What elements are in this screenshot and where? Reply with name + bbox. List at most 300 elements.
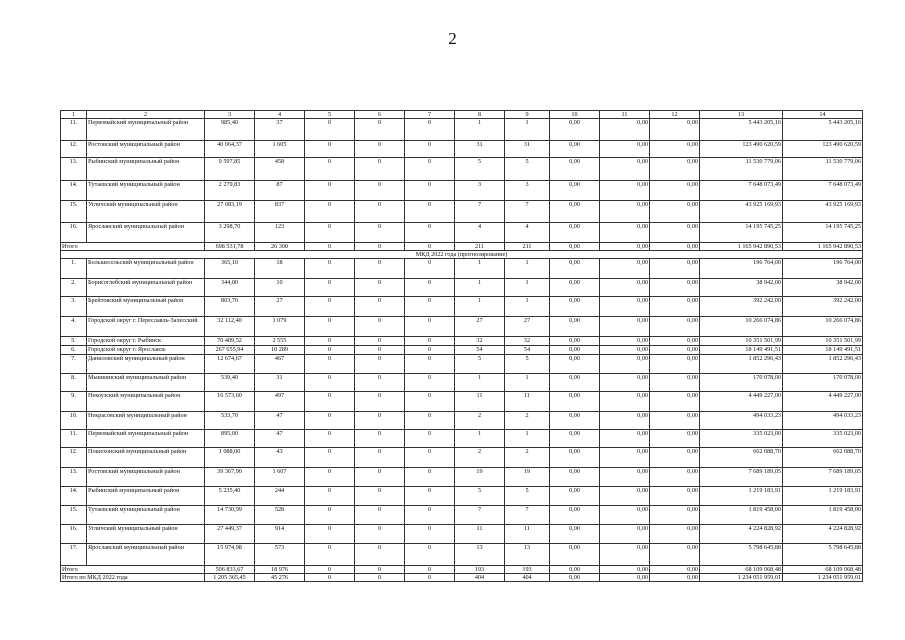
col4-value: 47 [255,412,305,430]
row-number: 5. [61,337,87,346]
col4-value: 18 [255,259,305,279]
col13-value: 5 443 205,16 [700,119,783,141]
row-number: 10. [61,412,87,430]
col3-value: 32 112,40 [205,317,255,337]
col10-value: 0,00 [550,297,600,317]
col9-value: 2 [505,448,550,468]
col8-value: 2 [455,448,505,468]
col10-value: 0,00 [550,430,600,448]
col10-value: 0,00 [550,346,600,355]
col11-value: 0,00 [600,412,650,430]
col4-value: 1 079 [255,317,305,337]
col3-value: 365,10 [205,259,255,279]
total-row [61,243,863,251]
col3-value: 15 974,98 [205,544,255,566]
col7-value: 0 [405,525,455,544]
header-cell: 6 [355,111,405,119]
col10-value: 0,00 [550,201,600,223]
col14-value: 170 078,00 [783,374,863,392]
col9-total: 211 [505,243,550,251]
col3-total: 1 205 365,45 [205,574,255,582]
col12-value: 0,00 [650,487,700,506]
district-name: Тутаевский муниципальный район [87,506,205,525]
col5-total: 0 [305,566,355,574]
col9-value: 2 [505,412,550,430]
col13-value: 1 819 458,00 [700,506,783,525]
district-name: Ярославский муниципальный район [87,223,205,243]
col6-value: 0 [355,468,405,487]
grand-total-row [61,574,863,582]
col13-value: 5 798 645,88 [700,544,783,566]
table-row [61,181,863,201]
col14-total: 1 165 942 890,53 [783,243,863,251]
col9-value: 1 [505,259,550,279]
table-row [61,346,863,355]
table-row [61,223,863,243]
header-cell: 5 [305,111,355,119]
col3-value: 344,00 [205,279,255,297]
col5-value: 0 [305,544,355,566]
row-number: 17. [61,544,87,566]
col7-value: 0 [405,412,455,430]
col7-value: 0 [405,430,455,448]
col8-value: 32 [455,337,505,346]
col3-value: 12 674,67 [205,355,255,374]
total-label: Итого [61,566,205,574]
col5-value: 0 [305,506,355,525]
col6-value: 0 [355,141,405,158]
col9-value: 1 [505,119,550,141]
col11-value: 0,00 [600,346,650,355]
col12-value: 0,00 [650,448,700,468]
col7-value: 0 [405,119,455,141]
col9-value: 5 [505,487,550,506]
col3-value: 895,00 [205,430,255,448]
col7-value: 0 [405,487,455,506]
district-name: Борисоглебский муниципальный район [87,279,205,297]
col3-value: 27 083,19 [205,201,255,223]
col9-value: 32 [505,337,550,346]
col14-value: 4 224 828,92 [783,525,863,544]
col5-value: 0 [305,346,355,355]
col8-value: 1 [455,119,505,141]
col6-total: 0 [355,243,405,251]
col4-value: 1 605 [255,141,305,158]
district-name: Угличский муниципальный район [87,201,205,223]
col5-value: 0 [305,201,355,223]
district-name: Некрасовский муниципальный район [87,412,205,430]
col4-value: 458 [255,158,305,181]
row-number: 8. [61,374,87,392]
col10-value: 0,00 [550,448,600,468]
col11-value: 0,00 [600,181,650,201]
col3-total: 506 833,67 [205,566,255,574]
col6-value: 0 [355,392,405,412]
col14-value: 335 023,00 [783,430,863,448]
col6-total: 0 [355,566,405,574]
col3-value: 39 367,90 [205,468,255,487]
col11-value: 0,00 [600,487,650,506]
col10-value: 0,00 [550,259,600,279]
col5-value: 0 [305,279,355,297]
col13-value: 1 219 183,91 [700,487,783,506]
col11-value: 0,00 [600,119,650,141]
district-name: Мышкинский муниципальный район [87,374,205,392]
col5-value: 0 [305,392,355,412]
col12-value: 0,00 [650,525,700,544]
col6-value: 0 [355,412,405,430]
col9-value: 7 [505,201,550,223]
col7-value: 0 [405,297,455,317]
col11-total: 0,00 [600,574,650,582]
col4-value: 837 [255,201,305,223]
col8-value: 1 [455,374,505,392]
col9-value: 4 [505,223,550,243]
col9-value: 27 [505,317,550,337]
col5-value: 0 [305,141,355,158]
col7-total: 0 [405,566,455,574]
col7-value: 0 [405,346,455,355]
col8-value: 3 [455,181,505,201]
col9-value: 7 [505,506,550,525]
col11-value: 0,00 [600,337,650,346]
col3-value: 40 064,37 [205,141,255,158]
col6-value: 0 [355,355,405,374]
col11-value: 0,00 [600,544,650,566]
col10-value: 0,00 [550,317,600,337]
col12-value: 0,00 [650,259,700,279]
col9-value: 1 [505,430,550,448]
col13-total: 1 165 942 890,53 [700,243,783,251]
col4-value: 87 [255,181,305,201]
col11-value: 0,00 [600,374,650,392]
col9-value: 1 [505,279,550,297]
data-table [60,110,863,582]
row-number: 15. [61,506,87,525]
col13-value: 4 224 828,92 [700,525,783,544]
col4-value: 47 [255,430,305,448]
col6-value: 0 [355,544,405,566]
col11-value: 0,00 [600,279,650,297]
col12-value: 0,00 [650,158,700,181]
col8-value: 5 [455,487,505,506]
col3-value: 5 235,40 [205,487,255,506]
col4-value: 528 [255,506,305,525]
col4-total: 18 976 [255,566,305,574]
col10-value: 0,00 [550,506,600,525]
col10-value: 0,00 [550,374,600,392]
col7-value: 0 [405,374,455,392]
col9-value: 5 [505,158,550,181]
col13-value: 10 351 501,99 [700,337,783,346]
col8-value: 19 [455,468,505,487]
col8-value: 11 [455,392,505,412]
col14-total: 1 234 051 959,01 [783,574,863,582]
table-row [61,355,863,374]
header-cell: 12 [650,111,700,119]
district-name: Первомайский муниципальный район [87,119,205,141]
col6-value: 0 [355,506,405,525]
district-name: Большесельский муниципальный район [87,259,205,279]
row-number: 2. [61,279,87,297]
col13-total: 1 234 051 959,01 [700,574,783,582]
col11-value: 0,00 [600,392,650,412]
header-cell: 1 [61,111,87,119]
col9-value: 19 [505,468,550,487]
table-row [61,468,863,487]
col7-value: 0 [405,468,455,487]
col3-value: 14 730,99 [205,506,255,525]
col6-value: 0 [355,317,405,337]
col4-total: 26 300 [255,243,305,251]
col14-total: 68 109 068,48 [783,566,863,574]
col12-value: 0,00 [650,181,700,201]
header-cell: 8 [455,111,505,119]
col13-value: 10 266 074,86 [700,317,783,337]
col14-value: 662 088,70 [783,448,863,468]
col7-value: 0 [405,448,455,468]
header-cell: 10 [550,111,600,119]
col10-value: 0,00 [550,544,600,566]
col11-value: 0,00 [600,141,650,158]
col11-value: 0,00 [600,355,650,374]
header-cell: 11 [600,111,650,119]
col14-value: 4 449 227,00 [783,392,863,412]
col12-total: 0,00 [650,566,700,574]
col10-value: 0,00 [550,337,600,346]
col8-value: 2 [455,412,505,430]
col7-value: 0 [405,317,455,337]
table-row [61,487,863,506]
total-row [61,566,863,574]
row-number: 15. [61,201,87,223]
district-name: Ростовский муниципальный район [87,141,205,158]
col14-value: 1 219 183,91 [783,487,863,506]
col12-value: 0,00 [650,297,700,317]
table-row [61,317,863,337]
col14-value: 10 266 074,86 [783,317,863,337]
col5-value: 0 [305,374,355,392]
col13-value: 662 088,70 [700,448,783,468]
col5-value: 0 [305,355,355,374]
table-row [61,158,863,181]
col11-value: 0,00 [600,259,650,279]
col10-value: 0,00 [550,223,600,243]
table-row [61,430,863,448]
col7-value: 0 [405,279,455,297]
col3-value: 985,40 [205,119,255,141]
col6-value: 0 [355,158,405,181]
col12-value: 0,00 [650,355,700,374]
row-number: 7. [61,355,87,374]
col9-value: 5 [505,355,550,374]
col11-total: 0,00 [600,243,650,251]
col4-value: 573 [255,544,305,566]
col8-value: 27 [455,317,505,337]
table-row [61,392,863,412]
col5-value: 0 [305,430,355,448]
col12-value: 0,00 [650,430,700,448]
col6-value: 0 [355,337,405,346]
col4-value: 2 555 [255,337,305,346]
col7-value: 0 [405,337,455,346]
col3-value: 2 279,83 [205,181,255,201]
col13-value: 392 242,00 [700,297,783,317]
header-cell: 13 [700,111,783,119]
col14-value: 43 925 169,93 [783,201,863,223]
table-row [61,544,863,566]
col12-total: 0,00 [650,574,700,582]
col8-value: 1 [455,430,505,448]
col6-value: 0 [355,525,405,544]
col5-value: 0 [305,412,355,430]
col9-value: 11 [505,525,550,544]
col11-value: 0,00 [600,448,650,468]
col10-total: 0,00 [550,574,600,582]
col11-value: 0,00 [600,158,650,181]
col11-value: 0,00 [600,430,650,448]
district-name: Первомайский муниципальный район [87,430,205,448]
col8-total: 211 [455,243,505,251]
district-name: Рыбинский муниципальный район [87,487,205,506]
col7-value: 0 [405,158,455,181]
header-cell: 3 [205,111,255,119]
col10-total: 0,00 [550,243,600,251]
col8-value: 7 [455,506,505,525]
col9-total: 193 [505,566,550,574]
col10-value: 0,00 [550,279,600,297]
col7-value: 0 [405,392,455,412]
col10-value: 0,00 [550,141,600,158]
col9-value: 1 [505,297,550,317]
col8-total: 193 [455,566,505,574]
col13-value: 7 648 073,49 [700,181,783,201]
col13-value: 196 764,00 [700,259,783,279]
table-row [61,337,863,346]
col11-value: 0,00 [600,468,650,487]
row-number: 11. [61,119,87,141]
col14-value: 11 530 779,06 [783,158,863,181]
col12-value: 0,00 [650,468,700,487]
col10-value: 0,00 [550,158,600,181]
col11-value: 0,00 [600,201,650,223]
col12-value: 0,00 [650,317,700,337]
col4-value: 43 [255,448,305,468]
col3-value: 27 449,37 [205,525,255,544]
col14-value: 5 443 205,16 [783,119,863,141]
col3-value: 9 597,85 [205,158,255,181]
col12-value: 0,00 [650,392,700,412]
table-row [61,201,863,223]
col4-value: 37 [255,119,305,141]
col5-value: 0 [305,119,355,141]
col5-value: 0 [305,297,355,317]
header-cell: 4 [255,111,305,119]
col6-value: 0 [355,223,405,243]
col12-value: 0,00 [650,141,700,158]
col3-value: 267 655,94 [205,346,255,355]
col8-value: 5 [455,355,505,374]
col8-value: 1 [455,279,505,297]
section-title: МКД 2022 года (прогнозирование) [61,251,863,259]
col5-value: 0 [305,337,355,346]
row-number: 9. [61,392,87,412]
row-number: 12. [61,141,87,158]
district-name: Брейтовский муниципальный район [87,297,205,317]
col6-value: 0 [355,448,405,468]
col8-value: 11 [455,525,505,544]
col6-value: 0 [355,119,405,141]
col13-value: 18 149 491,51 [700,346,783,355]
table-row [61,141,863,158]
col9-value: 3 [505,181,550,201]
col13-value: 7 689 189,05 [700,468,783,487]
col6-value: 0 [355,201,405,223]
col10-value: 0,00 [550,525,600,544]
col8-value: 1 [455,297,505,317]
col4-value: 914 [255,525,305,544]
col10-value: 0,00 [550,392,600,412]
col3-total: 698 531,78 [205,243,255,251]
row-number: 16. [61,525,87,544]
col6-value: 0 [355,279,405,297]
col14-value: 38 942,00 [783,279,863,297]
col4-value: 123 [255,223,305,243]
col14-value: 392 242,00 [783,297,863,317]
col13-value: 43 925 169,93 [700,201,783,223]
col14-value: 7 689 189,05 [783,468,863,487]
col7-value: 0 [405,181,455,201]
col11-value: 0,00 [600,317,650,337]
col12-value: 0,00 [650,346,700,355]
row-number: 14. [61,181,87,201]
col7-value: 0 [405,355,455,374]
col14-value: 10 351 501,99 [783,337,863,346]
col12-value: 0,00 [650,119,700,141]
header-cell: 14 [783,111,863,119]
col12-total: 0,00 [650,243,700,251]
col13-value: 123 490 620,59 [700,141,783,158]
header-cell: 9 [505,111,550,119]
col5-value: 0 [305,525,355,544]
col8-value: 5 [455,158,505,181]
col13-total: 68 109 068,48 [700,566,783,574]
col3-value: 70 489,52 [205,337,255,346]
col6-total: 0 [355,574,405,582]
col14-value: 123 490 620,59 [783,141,863,158]
col10-value: 0,00 [550,487,600,506]
col14-value: 494 033,23 [783,412,863,430]
col14-value: 18 149 491,51 [783,346,863,355]
col3-value: 3 298,70 [205,223,255,243]
col4-value: 244 [255,487,305,506]
district-name: Городской округ г. Рыбинск [87,337,205,346]
col6-value: 0 [355,297,405,317]
col7-value: 0 [405,201,455,223]
district-name: Ростовский муниципальный район [87,468,205,487]
district-name: Городской округ г. Переславль-Залесский [87,317,205,337]
row-number: 16. [61,223,87,243]
col3-value: 803,70 [205,297,255,317]
col3-value: 539,40 [205,374,255,392]
col4-value: 10 289 [255,346,305,355]
col5-value: 0 [305,468,355,487]
district-name: Угличский муниципальный район [87,525,205,544]
col7-value: 0 [405,544,455,566]
col11-value: 0,00 [600,223,650,243]
col7-total: 0 [405,574,455,582]
col10-value: 0,00 [550,468,600,487]
